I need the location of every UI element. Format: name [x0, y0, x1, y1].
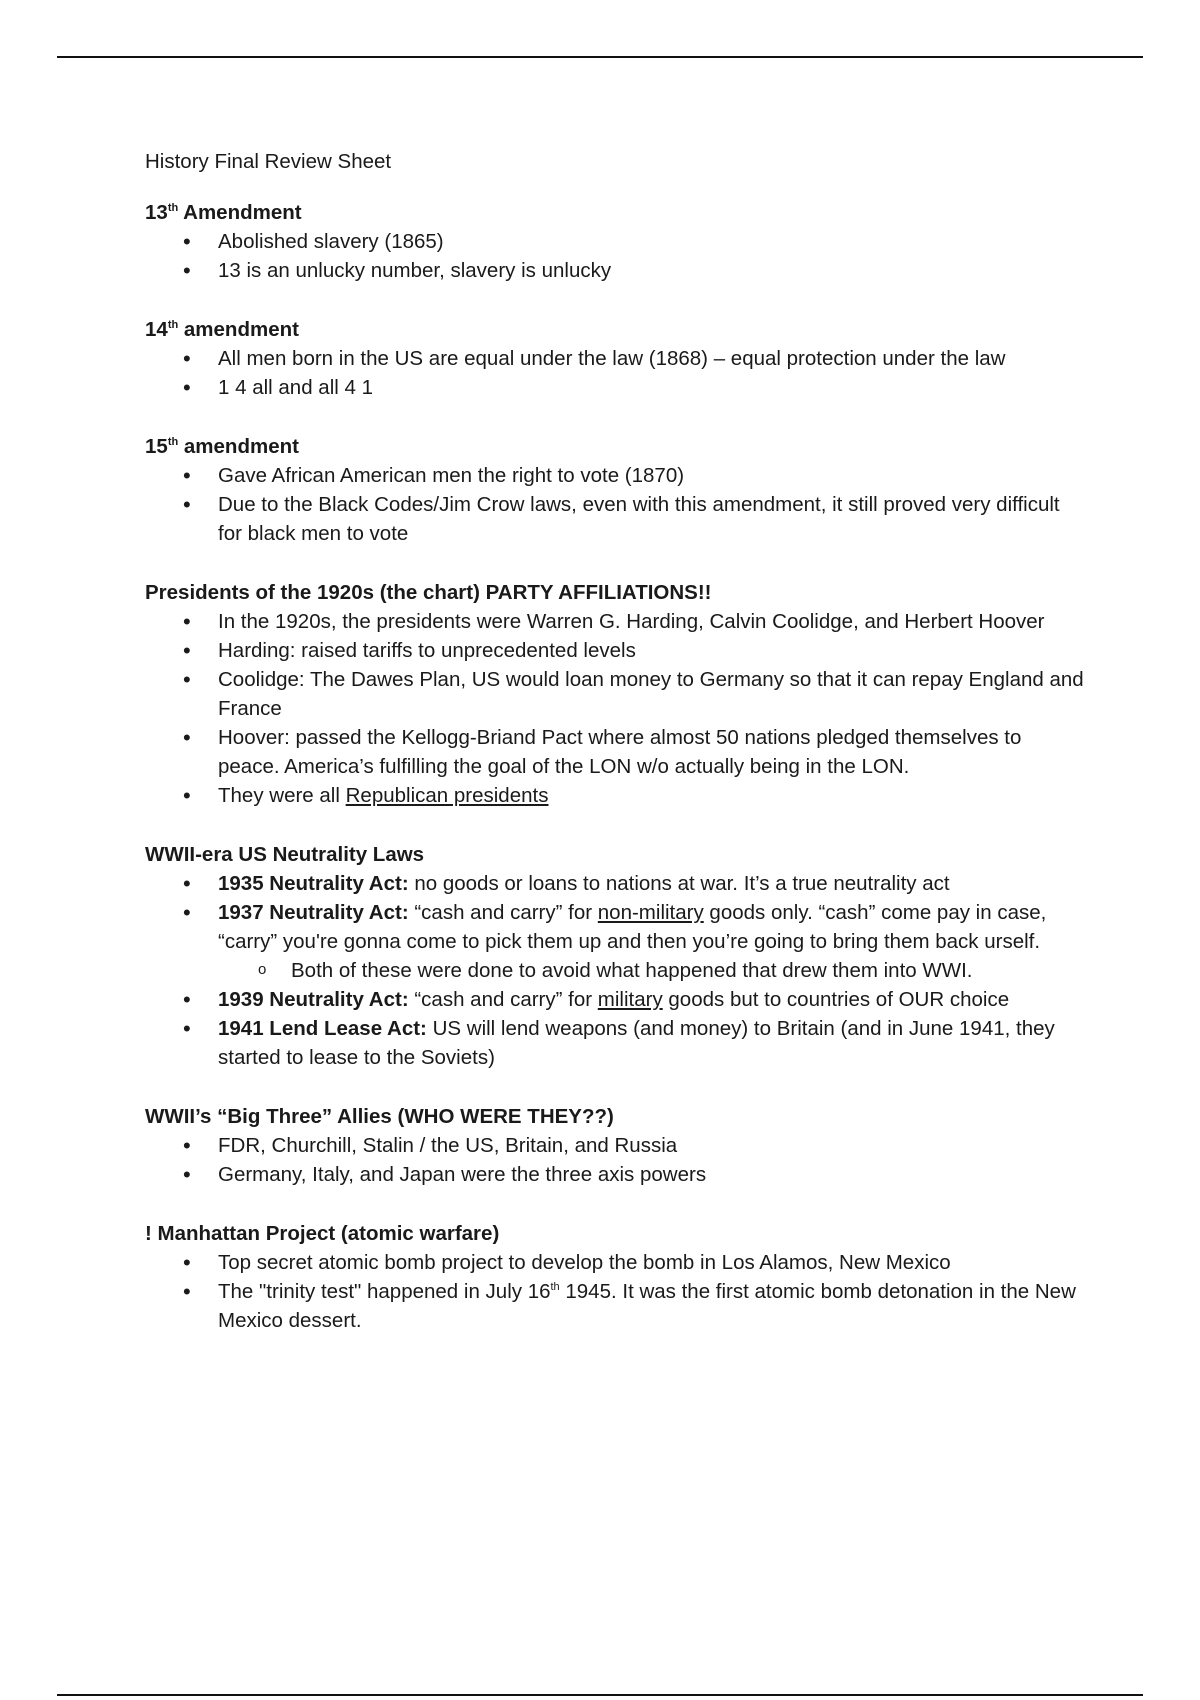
document-page — [145, 147, 1085, 1365]
section-heading: Presidents of the 1920s (the chart) PARTY AFFILIATIONS!! — [145, 581, 712, 604]
list-item: • In the 1920s, the presidents were Warren G. Harding, Calvin Coolidge, and Herbert Hoover — [145, 607, 1085, 636]
bullet-list — [145, 869, 1085, 1072]
list-item: • Abolished slavery (1865) — [145, 227, 1085, 256]
section-15th-amendment — [145, 432, 1085, 548]
bullet-list — [145, 227, 1085, 285]
section-13th-amendment — [145, 198, 1085, 285]
bullet-list — [145, 461, 1085, 548]
bullet-list — [145, 344, 1085, 402]
section-heading: 14th amendment — [145, 318, 299, 341]
section-14th-amendment — [145, 315, 1085, 402]
underlined-text: non-military — [597, 901, 704, 924]
section-heading: WWII’s “Big Three” Allies (WHO WERE THEY??) — [145, 1105, 614, 1128]
list-item: • Harding: raised tariffs to unprecedented levels — [145, 636, 1085, 665]
underlined-text: Republican presidents — [345, 784, 549, 807]
section-big-three — [145, 1102, 1085, 1189]
act-label: 1935 Neutrality Act: — [218, 872, 409, 895]
section-presidents-1920s — [145, 578, 1085, 810]
list-item: • 1941 Lend Lease Act: US will lend weapons (and money) to Britain (and in June 1941, they started to lease to the Soviets) — [145, 1014, 1085, 1072]
list-item: • All men born in the US are equal under the law (1868) – equal protection under the law — [145, 344, 1085, 373]
bullet-list — [145, 1131, 1085, 1189]
bullet-list — [145, 1248, 1085, 1335]
act-label: 1939 Neutrality Act: — [218, 988, 409, 1011]
sub-list-item: o Both of these were done to avoid what happened that drew them into WWI. — [218, 956, 1085, 985]
list-item: • FDR, Churchill, Stalin / the US, Britain, and Russia — [145, 1131, 1085, 1160]
section-heading: 13th Amendment — [145, 201, 302, 224]
header-rule — [57, 56, 1143, 58]
act-label: 1937 Neutrality Act: — [218, 901, 409, 924]
list-item: • 1937 Neutrality Act: “cash and carry” for non-military goods only. “cash” come pay in case, “carry” you're gonna come to pick them up and then you’re going to bring them back urself. o Both of these were done to avoid what happened that drew them into WWI. — [145, 898, 1085, 985]
act-label: 1941 Lend Lease Act: — [218, 1017, 427, 1040]
section-heading: 15th amendment — [145, 435, 299, 458]
list-item: • 1935 Neutrality Act: no goods or loans to nations at war. It’s a true neutrality act — [145, 869, 1085, 898]
bullet-list — [145, 607, 1085, 810]
list-item: • The "trinity test" happened in July 16th 1945. It was the first atomic bomb detonation in the New Mexico dessert. — [145, 1277, 1085, 1335]
list-item: • Top secret atomic bomb project to develop the bomb in Los Alamos, New Mexico — [145, 1248, 1085, 1277]
section-neutrality-laws — [145, 840, 1085, 1072]
sub-bullet-list — [218, 956, 1085, 985]
section-manhattan-project — [145, 1219, 1085, 1335]
list-item: • 1939 Neutrality Act: “cash and carry” for military goods but to countries of OUR choice — [145, 985, 1085, 1014]
section-heading: ! Manhattan Project (atomic warfare) — [145, 1222, 500, 1245]
list-item: • 13 is an unlucky number, slavery is unlucky — [145, 256, 1085, 285]
list-item: • Coolidge: The Dawes Plan, US would loan money to Germany so that it can repay England and France — [145, 665, 1085, 723]
list-item: • Due to the Black Codes/Jim Crow laws, even with this amendment, it still proved very difficult for black men to vote — [145, 490, 1085, 548]
list-item: • Gave African American men the right to vote (1870) — [145, 461, 1085, 490]
document-title: History Final Review Sheet — [145, 150, 392, 173]
list-item: • They were all Republican presidents — [145, 781, 1085, 810]
underlined-text: military — [597, 988, 663, 1011]
footer-rule — [57, 1694, 1143, 1696]
list-item: • 1 4 all and all 4 1 — [145, 373, 1085, 402]
list-item: • Germany, Italy, and Japan were the three axis powers — [145, 1160, 1085, 1189]
list-item: • Hoover: passed the Kellogg-Briand Pact where almost 50 nations pledged themselves to peace. America’s fulfilling the goal of the LON w/o actually being in the LON. — [145, 723, 1085, 781]
section-heading: WWII-era US Neutrality Laws — [145, 843, 425, 866]
